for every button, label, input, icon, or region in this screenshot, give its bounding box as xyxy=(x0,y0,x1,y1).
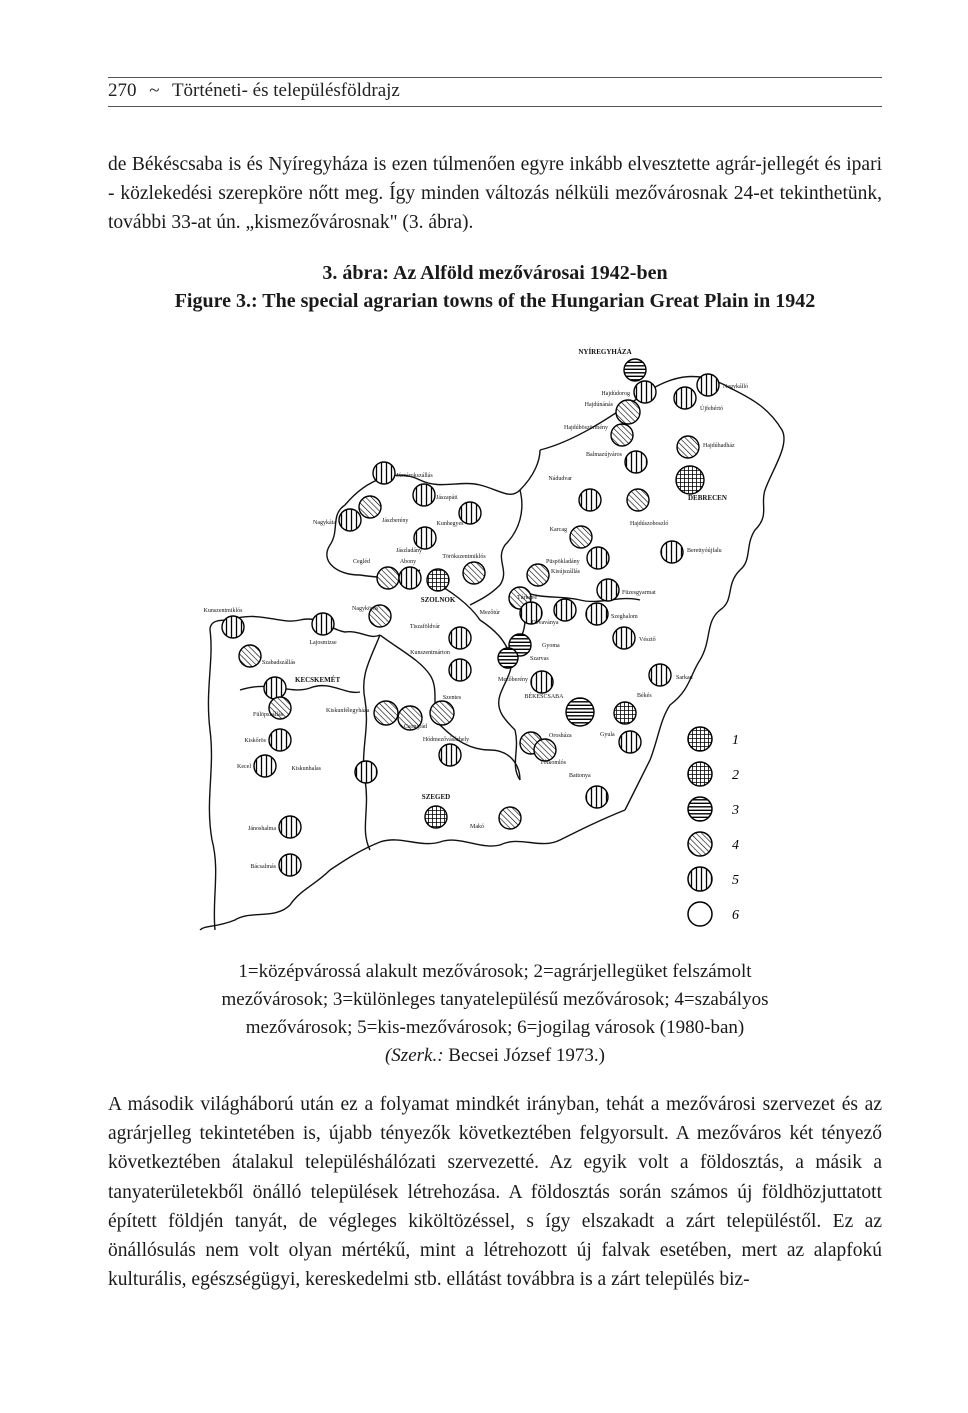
town-gyula xyxy=(600,731,641,753)
page-number: 270 xyxy=(108,80,137,101)
town-symbol xyxy=(359,496,381,518)
town-label: Hajdúszoboszló xyxy=(630,521,669,527)
town-jaszapati xyxy=(413,484,458,506)
town-label: Gyula xyxy=(600,732,615,738)
caption-line-2: mezővárosok; 3=különleges tanyatelepülésű mezővárosok; 4=szabályos xyxy=(221,989,769,1010)
town-lajosmizse xyxy=(309,613,337,646)
town-label: Törökszentmiklós xyxy=(442,554,486,560)
town-szeged xyxy=(422,793,450,828)
town-symbol xyxy=(566,698,594,726)
town-label: Tiszaföldvár xyxy=(409,624,440,630)
town-bekes xyxy=(614,693,652,724)
town-fulopszallas xyxy=(253,697,291,719)
town-label: KECSKEMÉT xyxy=(295,676,341,684)
caption-source xyxy=(150,1042,840,1070)
town-symbol xyxy=(254,755,276,777)
town-nadudvar xyxy=(548,476,601,511)
town-symbol xyxy=(439,744,461,766)
town-symbol xyxy=(377,567,399,589)
town-kunszentmiklos xyxy=(204,608,245,638)
town-symbol xyxy=(676,466,704,494)
town-label: Kiskőrös xyxy=(244,738,266,744)
town-kecel xyxy=(237,755,276,777)
town-label: Nagykáta xyxy=(313,520,336,526)
town-label: Abony xyxy=(399,559,417,565)
legend-label-3: 3 xyxy=(732,803,739,818)
town-symbol xyxy=(677,436,699,458)
town-sarkad xyxy=(649,664,693,686)
caption-source-rest: Becsei József 1973.) xyxy=(443,1045,606,1066)
town-label: Hajdúnánás xyxy=(584,402,613,408)
town-kunszentmarton xyxy=(410,650,471,681)
map-legend xyxy=(688,727,739,926)
legend-symbol-5 xyxy=(688,867,712,891)
town-hajduhadhaz xyxy=(677,436,735,458)
town-symbol xyxy=(425,806,447,828)
town-label: Kecel xyxy=(237,764,251,770)
town-nagykata xyxy=(313,509,361,531)
town-label: Gyoma xyxy=(542,643,560,649)
town-symbol xyxy=(649,664,671,686)
town-label: Kunszentmárton xyxy=(410,650,450,656)
header-rule-bottom xyxy=(108,106,882,107)
town-fuzesgyarmat xyxy=(597,579,656,601)
town-symbol xyxy=(430,701,454,725)
town-label: Nagykörös xyxy=(352,606,379,612)
caption-source-editor: (Szerk.: xyxy=(384,1045,444,1066)
town-symbol xyxy=(616,400,640,424)
town-mako xyxy=(470,807,521,830)
town-symbol xyxy=(625,451,647,473)
town-label: Battonya xyxy=(569,773,591,779)
town-veszto xyxy=(613,627,656,649)
town-kiskunhalas xyxy=(291,761,377,783)
town-symbol xyxy=(339,509,361,531)
town-symbol xyxy=(634,381,656,403)
town-label: Jánoshalma xyxy=(248,826,276,832)
town-label: Karcag xyxy=(549,527,567,533)
town-janoshalma xyxy=(248,816,301,838)
legend-label-1: 1 xyxy=(732,733,739,748)
legend-symbol-3 xyxy=(688,797,712,821)
town-label: Kiskunfélegyháza xyxy=(326,708,370,714)
town-label: Kisújszállás xyxy=(551,569,580,575)
town-battonya xyxy=(569,773,608,808)
town-abony xyxy=(399,559,421,589)
town-nagykoros xyxy=(352,605,391,627)
town-label: Túrkeve xyxy=(517,595,537,601)
town-symbol xyxy=(697,374,719,396)
town-symbol xyxy=(587,547,609,569)
town-label: Hajdúböszörmény xyxy=(564,425,608,431)
alfold-map xyxy=(0,330,968,970)
town-symbol xyxy=(373,462,395,484)
town-symbol xyxy=(614,702,636,724)
town-symbol xyxy=(269,729,291,751)
town-berettyoujfalu xyxy=(661,541,722,563)
town-kunhegyes xyxy=(437,502,482,527)
town-symbol xyxy=(222,616,244,638)
town-symbol xyxy=(312,613,334,635)
town-karcag xyxy=(550,526,592,548)
town-symbol xyxy=(449,659,471,681)
legend-symbol-4 xyxy=(688,832,712,856)
town-symbol xyxy=(570,526,592,548)
town-debrecen xyxy=(676,466,727,502)
intro-paragraph: de Békéscsaba is és Nyíregyháza is ezen túlmenően egyre inkább elvesztette agrár-jellegét és ipari - közlekedési szerepköre nőtt meg. Így minden változás nélküli mezővárosnak 24-et tekinthetünk, további 33-at ún. „kismezővárosnak" (3. ábra). xyxy=(108,154,882,233)
town-symbol xyxy=(279,816,301,838)
town-label: Újfehértó xyxy=(700,406,723,412)
legend-label-2: 2 xyxy=(732,768,739,783)
town-label: Tótkomlós xyxy=(540,760,567,766)
town-label: Kiskunhalas xyxy=(291,766,321,772)
town-symbol xyxy=(499,807,521,829)
town-label: Makó xyxy=(470,824,484,830)
header-rule-top xyxy=(108,77,882,78)
town-label: Vésztő xyxy=(639,637,656,643)
town-label: Jászberény xyxy=(382,518,409,524)
town-label: Nagykálló xyxy=(723,384,748,390)
town-symbol xyxy=(355,761,377,783)
header-separator: ~ xyxy=(149,80,160,101)
town-symbol xyxy=(619,731,641,753)
town-symbol xyxy=(586,603,608,625)
town-kiskunfelegyhaza xyxy=(326,701,398,725)
figure-title-hu: 3. ábra: Az Alföld mezővárosai 1942-ben xyxy=(322,262,668,284)
town-symbol xyxy=(449,627,471,649)
town-bekescsaba xyxy=(524,692,594,726)
town-label: Sarkad xyxy=(676,675,693,681)
running-header xyxy=(108,80,882,102)
figure-title-en: Figure 3.: The special agrarian towns of the Hungarian Great Plain in 1942 xyxy=(174,290,816,312)
town-label: Berettyóújfalu xyxy=(687,548,722,554)
town-label: Szarvas xyxy=(530,656,549,662)
town-label: Mezőberény xyxy=(498,677,528,683)
town-symbol xyxy=(498,648,518,668)
town-label: Fülöpszállás xyxy=(253,712,283,718)
town-symbol xyxy=(611,424,633,446)
town-label: Püspökladány xyxy=(546,559,580,565)
legend-label-6: 6 xyxy=(732,908,739,923)
town-symbol xyxy=(264,677,286,699)
town-mezobereny xyxy=(498,671,553,693)
town-label: Szabadszállás xyxy=(262,660,296,666)
town-nyiregyhaza xyxy=(578,348,646,381)
town-symbol xyxy=(624,359,646,381)
town-hajduszoboszlo xyxy=(627,489,668,527)
figure-caption xyxy=(150,958,840,1070)
town-symbol xyxy=(674,387,696,409)
town-label: Csongrád xyxy=(404,724,427,730)
town-symbol xyxy=(597,579,619,601)
town-kisujszallas xyxy=(527,564,581,586)
town-symbol xyxy=(586,786,608,808)
town-hajdunanas xyxy=(585,400,640,424)
town-tiszafoldvar xyxy=(410,623,471,649)
town-jaszbereny xyxy=(359,496,408,524)
town-label: Hajdúhadház xyxy=(703,443,735,449)
caption-line-1: 1=középvárossá alakult mezővárosok; 2=agrárjellegüket felszámolt xyxy=(238,961,752,982)
town-kecskemet xyxy=(264,676,340,699)
header-title: Történeti- és településföldrajz xyxy=(171,80,400,101)
town-label: Kunhegyes xyxy=(436,521,464,527)
legend-symbol-1 xyxy=(688,727,712,751)
town-symbol xyxy=(661,541,683,563)
town-symbol xyxy=(239,645,261,667)
town-symbol xyxy=(534,739,556,761)
town-totkomlos xyxy=(534,739,567,766)
town-symbol xyxy=(554,599,576,621)
town-symbol xyxy=(399,567,421,589)
town-symbol xyxy=(579,489,601,511)
town-label: Kunszentmiklós xyxy=(203,608,243,614)
town-jaszarokszallas xyxy=(373,462,433,484)
town-kiskoros xyxy=(244,729,291,751)
town-symbol xyxy=(527,564,549,586)
town-bacsalmas xyxy=(250,854,301,876)
town-label: Szentes xyxy=(442,695,462,701)
town-symbol xyxy=(427,569,449,591)
town-label: Mezőtúr xyxy=(479,610,500,616)
town-label: Lajosmizse xyxy=(309,640,337,646)
town-label: SZEGED xyxy=(421,793,451,801)
caption-line-3: mezővárosok; 5=kis-mezővárosok; 6=jogilag városok (1980-ban) xyxy=(245,1017,745,1038)
town-szabadszallas xyxy=(239,645,296,667)
town-label: Jászárokszállás xyxy=(396,473,433,479)
town-label: Dévaványa xyxy=(531,620,559,626)
town-symbol xyxy=(414,527,436,549)
town-hajduboszormeny xyxy=(564,424,633,446)
town-symbol xyxy=(531,671,553,693)
town-symbol xyxy=(413,484,435,506)
town-label: SZOLNOK xyxy=(420,596,456,604)
town-label: Jászladány xyxy=(396,548,422,554)
town-label: Hódmezővásárhely xyxy=(422,737,470,743)
town-csongrad xyxy=(398,706,427,730)
town-szolnok xyxy=(421,569,456,604)
town-label: Hajdúdorog xyxy=(601,391,630,397)
town-symbol xyxy=(627,489,649,511)
town-symbol xyxy=(279,854,301,876)
town-label: Balmazújváros xyxy=(586,452,622,458)
town-label: Bácsalmás xyxy=(250,864,276,870)
town-label: Jászapáti xyxy=(436,495,458,501)
town-label: DEBRECEN xyxy=(688,494,727,502)
town-szeghalom xyxy=(586,603,638,625)
legend-symbol-2 xyxy=(688,762,712,786)
town-label: Szeghalom xyxy=(611,614,638,620)
town-label: NYÍREGYHÁZA xyxy=(578,348,632,356)
town-puspokladany xyxy=(546,547,609,569)
town-label: BÉKÉSCSABA xyxy=(524,694,564,700)
town-label: Nádudvar xyxy=(548,476,572,482)
town-label: Békés xyxy=(637,693,652,699)
town-label: Cegléd xyxy=(353,559,370,565)
town-hodmezovasarhely xyxy=(423,737,469,766)
town-symbol xyxy=(374,701,398,725)
legend-label-4: 4 xyxy=(732,838,739,853)
town-label: Orosháza xyxy=(549,733,572,739)
legend-label-5: 5 xyxy=(732,873,739,888)
town-symbol xyxy=(613,627,635,649)
town-balmazujvaros xyxy=(586,451,647,473)
body-paragraph: A második világháború után ez a folyamat mindkét irányban, tehát a mezővárosi szervezet és az agrárjelleg tekintetében is, újabb tényezők következtében felgyorsult. A mezőváros két tényező következtében átalakul településhálózati szervezetté. Az egyik volt a földosztás, a másik a tanyaterületekből önálló települések létrehozása. A földosztás során számos új földhözjuttatott épített földjén tanyát, de végleges kiköltözéssel, s így elszakadt a zárt településtől. Ez az önállósulás nem volt olyan mértékű, mint a létrehozott új falvak esetében, mert az alapfokú kulturális, egészségügyi, kereskedelmi stb. ellátást továbbra is a zárt település biz- xyxy=(108,1094,882,1291)
town-label: Füzesgyarmat xyxy=(622,590,656,596)
town-jaszladany xyxy=(396,527,436,554)
town-symbol xyxy=(463,562,485,584)
legend-symbol-6 xyxy=(688,902,712,926)
town-cegled xyxy=(353,559,399,589)
